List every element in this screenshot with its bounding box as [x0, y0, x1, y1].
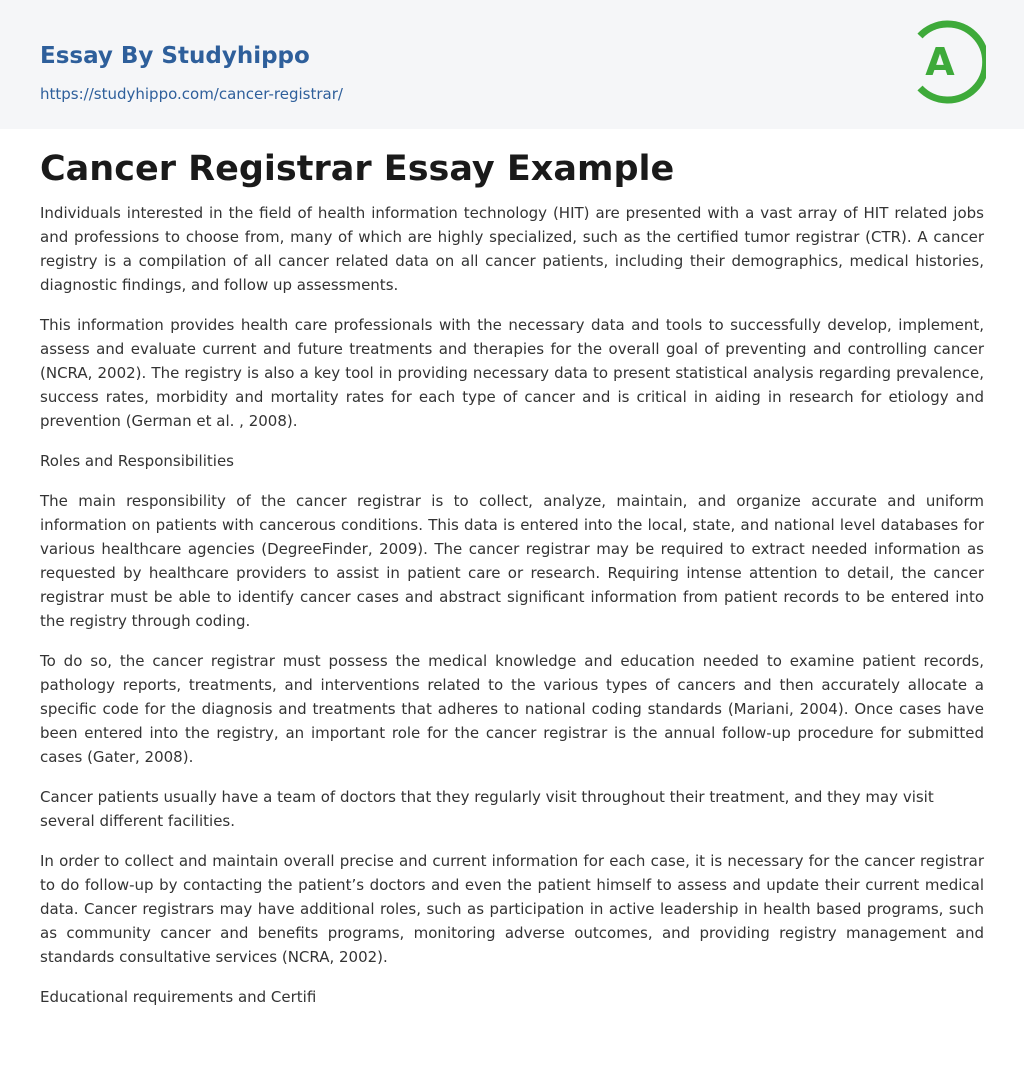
essay-body [40, 201, 984, 1009]
essay-paragraph: This information provides health care professionals with the necessary data and tools to successfully develop, implement, assess and evaluate current and future treatments and therapies for the overall goal of preventing and controlling cancer (NCRA, 2002). The registry is also a key tool in providing necessary data to present statistical analysis regarding prevalence, success rates, morbidity and mortality rates for each type of cancer and is critical in aiding in research for etiology and prevention (German et al. , 2008). [40, 316, 984, 430]
section-heading-roles: Roles and Responsibilities [40, 452, 234, 470]
section-heading-education: Educational requirements and Certifi [40, 988, 317, 1006]
essay-paragraph: Individuals interested in the field of health information technology (HIT) are presented with a vast array of HIT related jobs and professions to choose from, many of which are highly specialized, such as the certified tumor registrar (CTR). A cancer registry is a compilation of all cancer related data on all cancer patients, including their demographics, medical histories, diagnostic findings, and follow up assessments. [40, 204, 984, 294]
essay-main [40, 140, 984, 1025]
studyhippo-logo-icon[interactable] [912, 18, 986, 106]
logo-letter: A [925, 40, 955, 84]
essay-paragraph: In order to collect and maintain overall precise and current information for each case, it is necessary for the cancer registrar to do follow-up by contacting the patient’s doctors and even the patient himself to assess and update their current medical data. Cancer registrars may have additional roles, such as participation in active leadership in health based programs, such as community cancer and benefits programs, monitoring adverse outcomes, and providing registry management and standards consultative services (NCRA, 2002). [40, 852, 984, 966]
site-header [0, 0, 1024, 129]
essay-url-link[interactable]: https://studyhippo.com/cancer-registrar/ [40, 85, 343, 103]
essay-paragraph: To do so, the cancer registrar must possess the medical knowledge and education needed to examine patient records, pathology reports, treatments, and interventions related to the various types of cancers and then accurately allocate a specific code for the diagnosis and treatments that adheres to national coding standards (Mariani, 2004). Once cases have been entered into the registry, an important role for the cancer registrar is the annual follow-up procedure for submitted cases (Gater, 2008). [40, 652, 984, 766]
brand-title[interactable]: Essay By Studyhippo [40, 43, 310, 69]
essay-paragraph: Cancer patients usually have a team of doctors that they regularly visit throughout their treatment, and they may visit several different facilities. [40, 788, 934, 830]
essay-title: Cancer Registrar Essay Example [40, 149, 675, 189]
essay-paragraph: The main responsibility of the cancer registrar is to collect, analyze, maintain, and organize accurate and uniform information on patients with cancerous conditions. This data is entered into the local, state, and national level databases for various healthcare agencies (DegreeFinder, 2009). The cancer registrar may be required to extract needed information as requested by healthcare providers to assist in patient care or research. Requiring intense attention to detail, the cancer registrar must be able to identify cancer cases and abstract significant information from patient records to be entered into the registry through coding. [40, 492, 984, 630]
